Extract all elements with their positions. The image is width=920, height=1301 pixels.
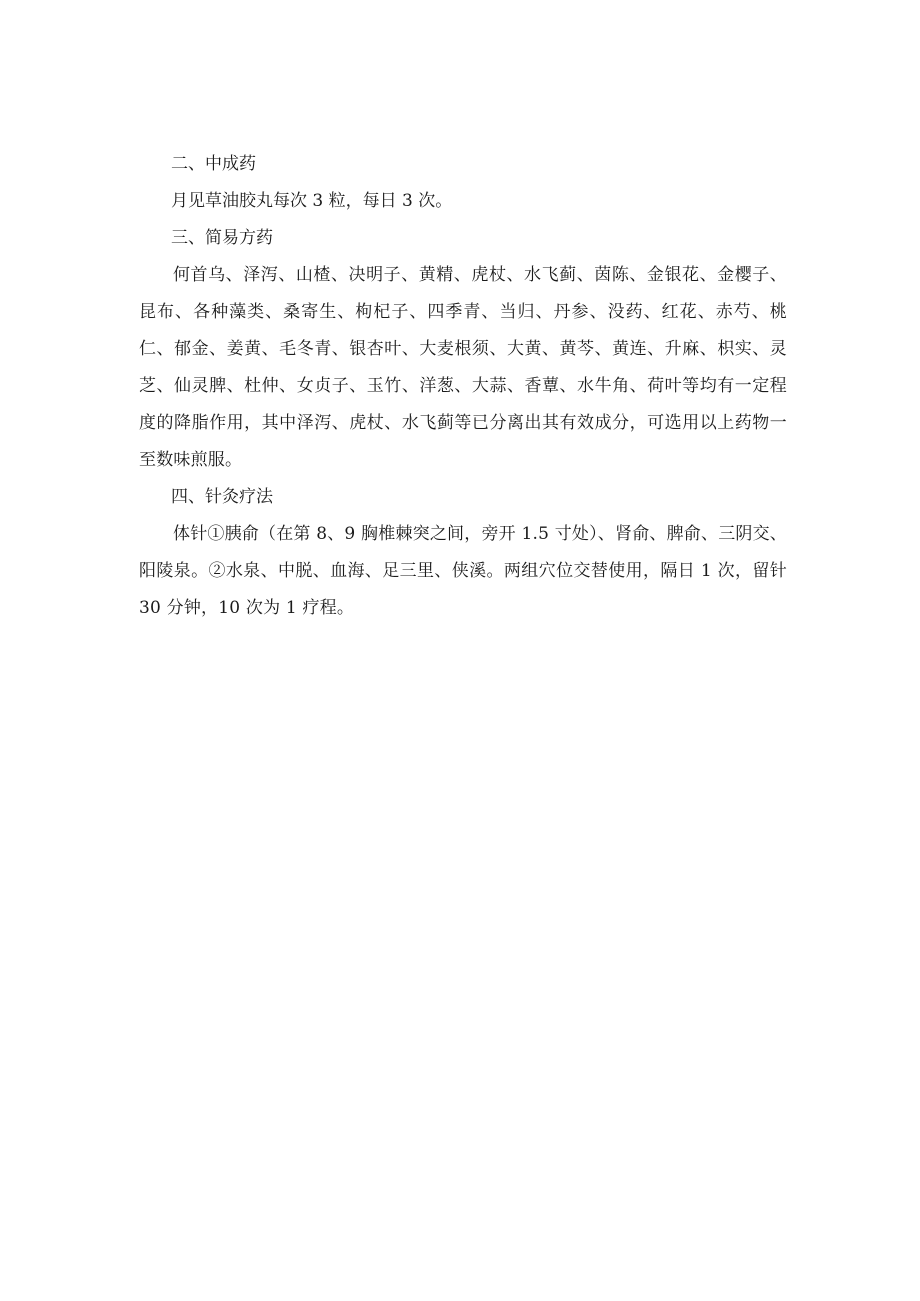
section-text-acupuncture: 体针①胰俞（在第 8、9 胸椎棘突之间，旁开 1.5 寸处）、肾俞、脾俞、三阴交、阳陵泉。②水泉、中脱、血海、足三里、侠溪。两组穴位交替使用，隔日 1 次，留针 30 分钟，10 次为 1 疗程。 (139, 524, 787, 618)
section-text-patent-medicine: 月见草油胶丸每次 3 粒，每日 3 次。 (171, 191, 453, 211)
section-text-simple-prescriptions: 何首乌、泽泻、山楂、决明子、黄精、虎杖、水飞蓟、茵陈、金银花、金樱子、昆布、各种藻类、桑寄生、枸杞子、四季青、当归、丹参、没药、红花、赤芍、桃仁、郁金、姜黄、毛冬青、银杏叶、大麦根须、大黄、黄芩、黄连、升麻、枳实、灵芝、仙灵脾、杜仲、女贞子、玉竹、洋葱、大蒜、香蕈、水牛角、荷叶等均有一定程度的降脂作用，其中泽泻、虎杖、水飞蓟等已分离出其有效成分，可选用以上药物一至数味煎服。 (139, 265, 787, 470)
section-heading-acupuncture: 四、针灸疗法 (171, 487, 273, 507)
document-body (139, 146, 787, 627)
section-heading-simple-prescriptions: 三、简易方药 (171, 228, 273, 248)
section-heading-patent-medicine: 二、中成药 (171, 154, 256, 174)
